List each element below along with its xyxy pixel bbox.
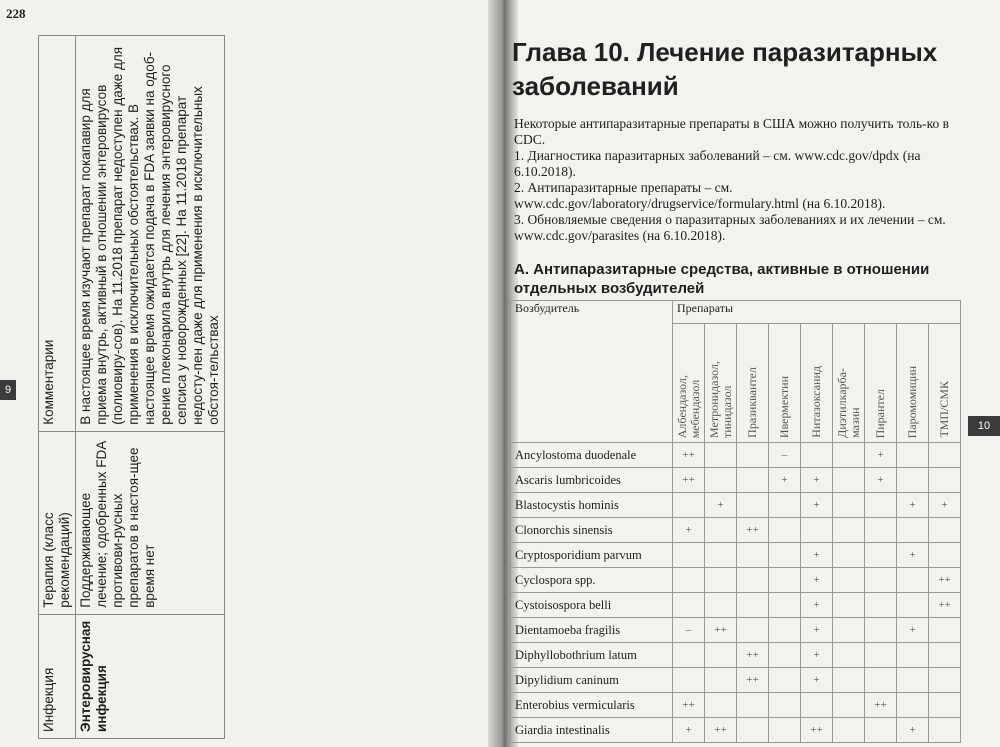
activity-mark [833, 718, 865, 743]
activity-mark: ++ [929, 568, 961, 593]
list-item: 3. Обновляемые сведения о паразитарных заболеваниях и их лечении – см. www.cdc.gov/parasites (на 6.10.2018). [514, 212, 946, 243]
header-drugs: Препараты [673, 301, 961, 324]
activity-mark: + [897, 718, 929, 743]
pathogen-name: Dientamoeba fragilis [511, 618, 673, 643]
activity-mark [865, 668, 897, 693]
activity-mark: + [801, 593, 833, 618]
infection-cell: Энтеровирусная инфекция [76, 614, 225, 738]
activity-mark [833, 693, 865, 718]
drug-header [801, 324, 833, 443]
pathogen-name: Cystoisospora belli [511, 593, 673, 618]
activity-mark [705, 468, 737, 493]
drug-header [769, 324, 801, 443]
pathogen-name: Dipylidium caninum [511, 668, 673, 693]
list-item: 1. Диагностика паразитарных заболеваний – см. www.cdc.gov/dpdx (на 6.10.2018). [514, 148, 921, 179]
activity-mark [833, 468, 865, 493]
activity-mark [705, 693, 737, 718]
activity-mark [929, 668, 961, 693]
drug-label: Албендазол, мебендазол [674, 374, 702, 438]
header-therapy: Терапия (класс рекомендаций) [39, 431, 76, 614]
activity-mark [865, 643, 897, 668]
activity-mark [705, 543, 737, 568]
activity-mark [833, 668, 865, 693]
activity-mark [673, 643, 705, 668]
activity-mark: ++ [737, 668, 769, 693]
activity-mark [929, 543, 961, 568]
activity-mark: + [801, 668, 833, 693]
activity-mark: ++ [801, 718, 833, 743]
activity-mark: + [801, 493, 833, 518]
activity-mark [865, 568, 897, 593]
page-number: 228 [6, 6, 26, 21]
activity-mark [865, 618, 897, 643]
drug-header [929, 324, 961, 443]
activity-mark [673, 568, 705, 593]
activity-mark [897, 518, 929, 543]
drug-header [705, 324, 737, 443]
table-row [511, 543, 961, 568]
activity-mark [897, 643, 929, 668]
antiparasitic-table [510, 300, 961, 743]
activity-mark [929, 693, 961, 718]
activity-mark: ++ [737, 518, 769, 543]
drug-label: ТМП/СМК [937, 381, 951, 438]
activity-mark: + [801, 643, 833, 668]
activity-mark [833, 543, 865, 568]
intro-text: Некоторые антипаразитарные препараты в США можно получить толь-ко в CDC. [514, 116, 950, 147]
table-row [511, 693, 961, 718]
activity-mark: + [769, 468, 801, 493]
activity-mark: + [865, 468, 897, 493]
activity-mark [737, 693, 769, 718]
activity-mark [833, 643, 865, 668]
activity-mark: + [673, 518, 705, 543]
pathogen-name: Cyclospora spp. [511, 568, 673, 593]
activity-mark: + [929, 493, 961, 518]
pathogen-name: Blastocystis hominis [511, 493, 673, 518]
activity-mark [673, 668, 705, 693]
activity-mark [705, 643, 737, 668]
drug-header [673, 324, 705, 443]
activity-mark [801, 693, 833, 718]
activity-mark: ++ [865, 693, 897, 718]
activity-mark [705, 518, 737, 543]
activity-mark: + [705, 493, 737, 518]
activity-mark: – [673, 618, 705, 643]
drug-label: Ивермектин [777, 375, 791, 438]
rotated-table-block [38, 35, 493, 739]
activity-mark: ++ [737, 643, 769, 668]
header-pathogen: Возбудитель [511, 301, 673, 443]
activity-mark: + [801, 568, 833, 593]
activity-mark [897, 568, 929, 593]
activity-mark [833, 518, 865, 543]
activity-mark [737, 493, 769, 518]
activity-mark [673, 593, 705, 618]
activity-mark [865, 593, 897, 618]
activity-mark: ++ [929, 593, 961, 618]
drug-label: Пирантел [873, 388, 887, 438]
activity-mark [705, 568, 737, 593]
activity-mark [769, 643, 801, 668]
activity-mark [897, 593, 929, 618]
table-row [511, 668, 961, 693]
activity-mark [929, 518, 961, 543]
table-row [511, 518, 961, 543]
activity-mark [769, 718, 801, 743]
activity-mark [769, 543, 801, 568]
activity-mark [833, 493, 865, 518]
activity-mark [929, 643, 961, 668]
activity-mark: + [801, 618, 833, 643]
activity-mark [737, 468, 769, 493]
activity-mark [865, 493, 897, 518]
activity-mark [897, 668, 929, 693]
activity-mark [801, 518, 833, 543]
activity-mark [769, 618, 801, 643]
table-row [511, 718, 961, 743]
activity-mark: + [897, 618, 929, 643]
activity-mark: ++ [705, 718, 737, 743]
activity-mark [737, 618, 769, 643]
activity-mark: + [865, 443, 897, 468]
drug-label: Метронидазол, тинидазол [706, 360, 734, 438]
activity-mark [705, 593, 737, 618]
activity-mark [673, 493, 705, 518]
list-item: 2. Антипаразитарные препараты – см. www.cdc.gov/laboratory/drugservice/formulary.html (на 6.10.2018). [514, 180, 886, 211]
therapy-cell: Поддерживающее лечение; одобренных FDA противови-русных препаратов в настоя-щее время нет [76, 431, 225, 614]
activity-mark [865, 518, 897, 543]
activity-mark [929, 468, 961, 493]
pathogen-name: Diphyllobothrium latum [511, 643, 673, 668]
drug-header [897, 324, 929, 443]
activity-mark [737, 568, 769, 593]
activity-mark: + [897, 493, 929, 518]
activity-mark [801, 443, 833, 468]
drug-header [737, 324, 769, 443]
section-title: А. Антипаразитарные средства, активные в отношении отдельных возбудителей [514, 261, 930, 297]
pathogen-name: Ascaris lumbricoides [511, 468, 673, 493]
activity-mark [737, 443, 769, 468]
activity-mark [737, 718, 769, 743]
activity-mark [897, 443, 929, 468]
intro-block [514, 116, 964, 244]
resource-list [514, 148, 964, 244]
pathogen-name: Ancylostoma duodenale [511, 443, 673, 468]
activity-mark [769, 668, 801, 693]
activity-mark [929, 618, 961, 643]
header-infection: Инфекция [39, 614, 76, 738]
activity-mark [737, 543, 769, 568]
table-row [511, 643, 961, 668]
table-row [511, 468, 961, 493]
activity-mark [897, 468, 929, 493]
activity-mark: ++ [705, 618, 737, 643]
drug-label: Нитазоксанид [809, 366, 823, 438]
activity-mark [705, 443, 737, 468]
activity-mark [833, 443, 865, 468]
chapter-title: Глава 10. Лечение паразитарных заболеваний [512, 37, 938, 101]
activity-mark [929, 443, 961, 468]
activity-mark [769, 693, 801, 718]
activity-mark: + [801, 468, 833, 493]
activity-mark [769, 593, 801, 618]
activity-mark: + [801, 543, 833, 568]
activity-mark [865, 543, 897, 568]
activity-mark [929, 718, 961, 743]
table-row [511, 443, 961, 468]
pathogen-name: Cryptosporidium parvum [511, 543, 673, 568]
activity-mark: ++ [673, 443, 705, 468]
pathogen-name: Clonorchis sinensis [511, 518, 673, 543]
activity-mark [673, 543, 705, 568]
activity-mark: + [673, 718, 705, 743]
header-comments: Комментарии [39, 36, 76, 432]
activity-mark [769, 568, 801, 593]
drug-label: Паромомицин [905, 365, 919, 438]
activity-mark [705, 668, 737, 693]
activity-mark: ++ [673, 693, 705, 718]
table-row [511, 618, 961, 643]
pathogen-name: Enterobius vermicularis [511, 693, 673, 718]
table-row [511, 568, 961, 593]
activity-mark: + [897, 543, 929, 568]
pathogen-name: Giardia intestinalis [511, 718, 673, 743]
drug-header [865, 324, 897, 443]
activity-mark [769, 518, 801, 543]
activity-mark [833, 568, 865, 593]
activity-mark [865, 718, 897, 743]
drug-label: Празиквантел [745, 367, 759, 438]
chapter-tab-left: 9 [0, 380, 16, 400]
activity-mark: – [769, 443, 801, 468]
activity-mark [897, 693, 929, 718]
activity-mark [769, 493, 801, 518]
table-row [511, 493, 961, 518]
infection-table [38, 35, 225, 739]
comments-cell: В настоящее время изучают препарат покапавир для приема внутрь, активный в отношении энтеровирусов (полиовиру-сов). На 11.2018 препарат недоступен даже для применения в исключительных обстоятельствах. В настоящее время ожидается подача в FDA заявки на одоб-рение плеконарила внутрь для лечения энтеровирусного сепсиса у новорожденных [22]. На 11.2018 препарат недосту-пен даже для применения в исключительных обстоя-тельствах [76, 36, 225, 432]
activity-mark [833, 593, 865, 618]
activity-mark [833, 618, 865, 643]
table-row [76, 36, 225, 739]
drug-label: Диэтилкарба- мазин [834, 368, 862, 438]
activity-mark [737, 593, 769, 618]
activity-mark: ++ [673, 468, 705, 493]
chapter-tab-right: 10 [968, 416, 1000, 436]
table-row [511, 593, 961, 618]
drug-header [833, 324, 865, 443]
